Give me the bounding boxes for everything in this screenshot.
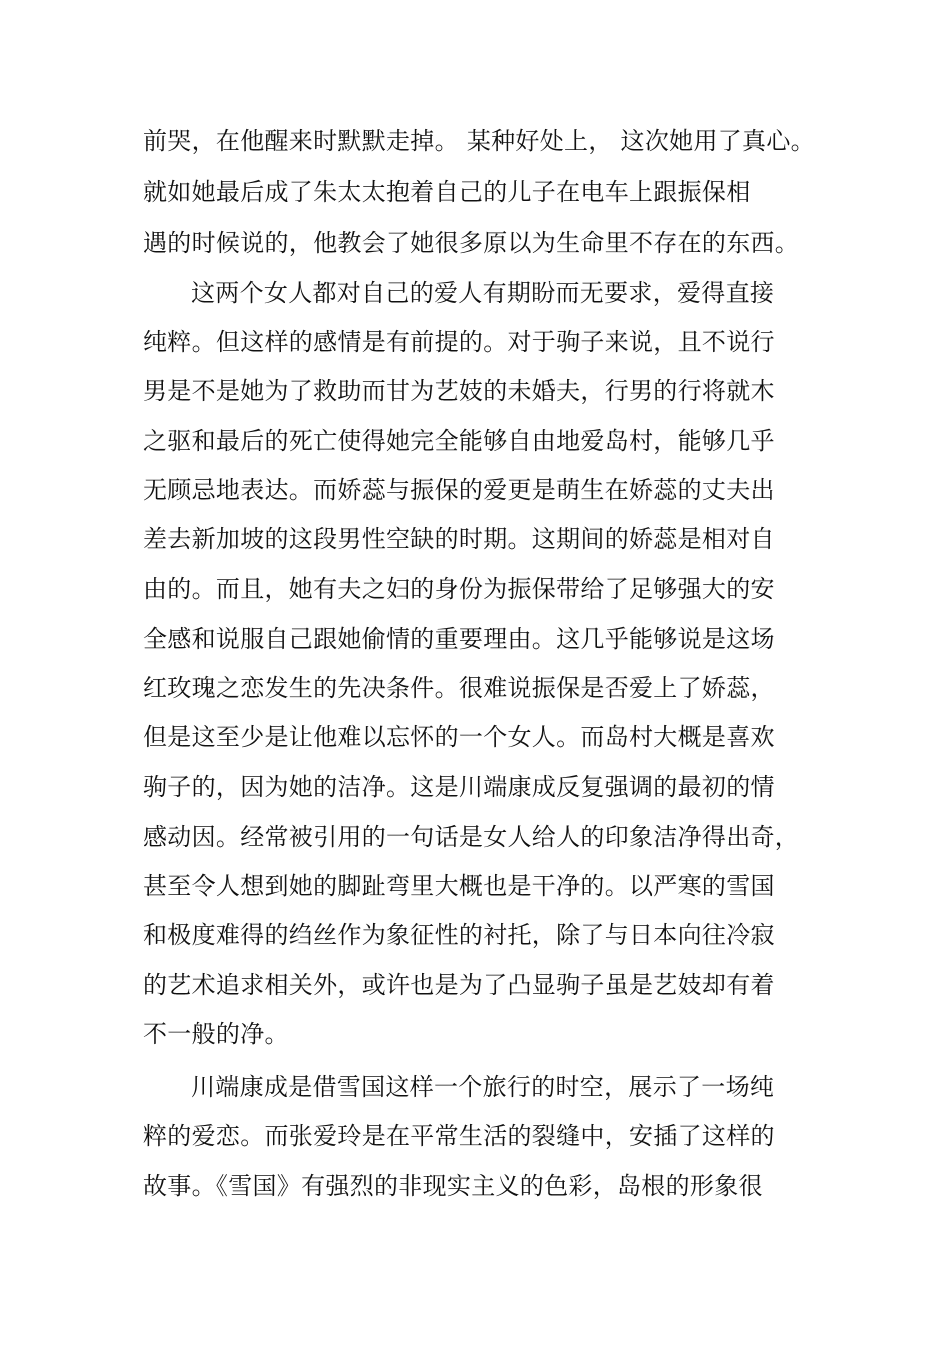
text-line: 全感和说服自己跟她偷情的重要理由。这几乎能够说是这场 (143, 625, 775, 653)
text-line: 之驱和最后的死亡使得她完全能够自由地爱岛村，能够几乎 (143, 427, 775, 455)
text-line: 甚至令人想到她的脚趾弯里大概也是干净的。以严寒的雪国 (143, 872, 775, 900)
text-line: 故事。《雪国》有强烈的非现实主义的色彩，岛根的形象很 (143, 1172, 763, 1200)
text-line: 差去新加坡的这段男性空缺的时期。这期间的娇蕊是相对自 (143, 525, 775, 553)
text-line: 红玫瑰之恋发生的先决条件。很难说振保是否爱上了娇蕊， (143, 674, 775, 702)
text-line: 不一般的净。 (143, 1020, 289, 1048)
text-line: 男是不是她为了救助而甘为艺妓的未婚夫，行男的行将就木 (143, 377, 775, 405)
text-line: 驹子的，因为她的洁净。这是川端康成反复强调的最初的情 (143, 773, 775, 801)
text-line: 无顾忌地表达。而娇蕊与振保的爱更是萌生在娇蕊的丈夫出 (143, 476, 775, 504)
text-line: 但是这至少是让他难以忘怀的一个女人。而岛村大概是喜欢 (143, 723, 775, 751)
text-line: 纯粹。但这样的感情是有前提的。对于驹子来说，且不说行 (143, 328, 775, 356)
text-line: 粹的爱恋。而张爱玲是在平常生活的裂缝中，安插了这样的 (143, 1122, 775, 1150)
text-line: 的艺术追求相关外，或许也是为了凸显驹子虽是艺妓却有着 (143, 971, 775, 999)
paragraph-start-line: 川端康成是借雪国这样一个旅行的时空，展示了一场纯 (191, 1073, 775, 1101)
text-line: 前哭，在他醒来时默默走掉。 某种好处上， 这次她用了真心。 (143, 127, 815, 155)
text-line: 就如她最后成了朱太太抱着自己的儿子在电车上跟振保相 (143, 178, 751, 206)
text-line: 由的。而且，她有夫之妇的身份为振保带给了足够强大的安 (143, 575, 775, 603)
paragraph-start-line: 这两个女人都对自己的爱人有期盼而无要求，爱得直接 (191, 279, 775, 307)
text-line: 和极度难得的绉丝作为象征性的衬托，除了与日本向往冷寂 (143, 921, 775, 949)
text-line: 感动因。经常被引用的一句话是女人给人的印象洁净得出奇， (143, 823, 800, 851)
text-line: 遇的时候说的，他教会了她很多原以为生命里不存在的东西。 (143, 229, 800, 257)
